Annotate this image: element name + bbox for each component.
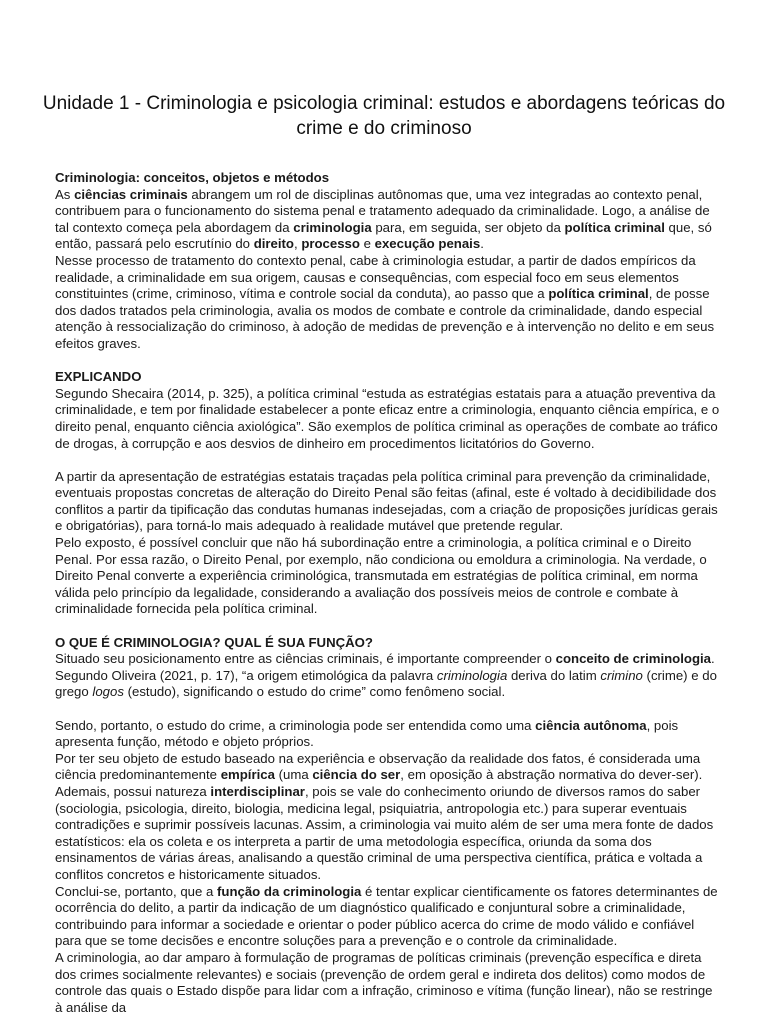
- bold-term: execução penais: [374, 236, 481, 252]
- text-run: , em oposição à abstração normativa do dever-ser). Ademais, possui natureza: [55, 767, 703, 799]
- text-run: , pois se vale do conhecimento oriundo de diversos ramos do saber (sociologia, psicologia, direito, biologia, medicina legal, psiquiatria, antropologia etc.) para superar eventuais contradições e suprimir possíveis lacunas. Assim, a criminologia vai muito além de ser uma mera fonte de dados estatísticos: ela os coleta e os interpreta a partir de uma metodologia específica, oriunda da soma dos ensinamentos de várias áreas, analisando a questão criminal de uma perspectiva científica, prática e voltada a conflitos concretos e historicamente situados.: [55, 783, 714, 882]
- text-run: e: [359, 236, 375, 252]
- paragraph-gap: [55, 618, 723, 635]
- text-run: A partir da apresentação de estratégias estatais traçadas pela política criminal para prevenção da criminalidade, eventuais propostas concretas de alteração do Direito Penal são feitas (afinal, este é voltado à decidibilidade dos conflitos a partir da tipificação das condutas humanas indesejadas, com a criação de proposições jurídicas gerais e obrigatórias), para torná-lo mais adequado à realidade mutável que pretende regular.: [55, 468, 718, 534]
- paragraph: [55, 668, 723, 701]
- text-run: Pelo exposto, é possível concluir que não há subordinação entre a criminologia, a política criminal e o Direito Penal. Por essa razão, o Direito Penal, por exemplo, não condiciona ou emoldura a criminologia. Na verdade, o Direito Penal converte a experiência criminológica, transmutada em estratégias de política criminal, em norma válida pelo princípio da legalidade, considerando a avaliação dos possíveis meios de controle e combate à criminalidade fornecida pela política criminal.: [55, 535, 707, 617]
- bold-term: interdisciplinar: [210, 783, 305, 799]
- section-heading: Criminologia: conceitos, objetos e métodos: [55, 170, 330, 185]
- text-run: Por ter seu objeto de estudo baseado na experiência e observação da realidade dos fatos, é considerada uma ciência predominantemente: [55, 750, 701, 783]
- text-run: Segundo Shecaira (2014, p. 325), a política criminal “estuda as estratégias estatais para a atuação preventiva da criminalidade, e tem por finalidade estabelecer a ponte eficaz entre a criminologia, enquanto ciência empírica, e o direito penal, enquanto ciência axiológica”. São exemplos de política criminal as operações de combate ao tráfico de drogas, à corrupção e aos desvios de dinheiro em procedimentos licitatórios do Governo.: [55, 385, 720, 451]
- text-run: , de posse dos dados tratados pela criminologia, avalia os modos de combate e controle da criminalidade, dando especial atenção à ressocialização do criminoso, à adoção de medidas de prevenção e à intervenção no delito e em seus efeitos graves.: [55, 286, 715, 351]
- bold-term: ciência autônoma: [535, 717, 647, 733]
- bold-term: ciência do ser: [312, 767, 401, 783]
- bold-term: processo: [301, 236, 360, 252]
- bold-term: criminologia: [293, 219, 372, 235]
- text-run: para, em seguida, ser objeto da: [371, 219, 565, 235]
- paragraph: [55, 386, 723, 452]
- section-heading: EXPLICANDO: [55, 369, 142, 385]
- text-run: Situado seu posicionamento entre as ciências criminais, é importante compreender o: [55, 651, 556, 667]
- bold-term: política criminal: [548, 286, 649, 302]
- bold-term: conceito de criminologia: [555, 651, 712, 667]
- text-run: (estudo), significando o estudo do crime” como fenômeno social.: [123, 684, 506, 700]
- text-run: Conclui-se, portanto, que a: [55, 883, 218, 899]
- page-title: [40, 91, 728, 141]
- paragraph: [55, 187, 723, 253]
- text-run: é tentar explicar cientificamente os fatores determinantes de ocorrência do delito, a partir da indicação de um diagnóstico qualificado e conjuntural sobre a criminalidade, contribuindo para informar a sociedade e orientar o poder público acerca do crime de modo válido e confiável para que se tome decisões e encontre soluções para a prevenção e o controle da criminalidade.: [55, 883, 718, 949]
- italic-term: crimino: [600, 667, 643, 683]
- bold-term: empírica: [220, 767, 275, 783]
- bold-term: função da criminologia: [217, 883, 362, 899]
- paragraph-gap: [55, 452, 723, 469]
- bold-term: direito: [253, 236, 294, 252]
- italic-term: logos: [92, 684, 124, 700]
- text-run: , pois apresenta função, método e objeto próprios.: [55, 717, 679, 750]
- text-run: (crime) e do grego: [55, 667, 717, 700]
- paragraph: [55, 535, 723, 618]
- title-line-1: Unidade 1 - Criminologia e psicologia criminal: estudos e abordagens teóricas do: [42, 93, 726, 114]
- text-run: deriva do latim: [507, 667, 601, 683]
- text-run: As: [55, 186, 75, 202]
- section-heading: O QUE É CRIMINOLOGIA? QUAL É SUA FUNÇÃO?: [55, 634, 373, 650]
- text-run: (uma: [274, 767, 313, 783]
- text-run: Segundo Oliveira (2021, p. 17), “a origem etimológica da palavra: [55, 667, 437, 683]
- document-body: [55, 170, 723, 1016]
- title-line-2: crime e do criminoso: [296, 118, 472, 139]
- bold-term: ciências criminais: [74, 186, 188, 202]
- text-run: ,: [293, 236, 302, 252]
- paragraph: [55, 751, 723, 884]
- paragraph: [55, 950, 723, 1016]
- text-run: abrangem um rol de disciplinas autônomas que, uma vez integradas ao contexto penal, contribuem para o funcionamento do sistema penal e tratamento adequado da criminalidade. Logo, a análise de tal contexto começa pela abordagem da: [55, 186, 710, 235]
- paragraph-gap: [55, 701, 723, 718]
- text-run: A criminologia, ao dar amparo à formulação de programas de políticas criminais (prevenção específica e direta dos crimes socialmente relevantes) e sociais (prevenção de ordem geral e indireta dos delitos) como modos de controle das quais o Estado dispõe para lidar com a infração, criminoso e vítima (função linear), não se restringe à análise da: [55, 949, 713, 1015]
- paragraph: [55, 469, 723, 535]
- paragraph: [55, 651, 723, 668]
- paragraph: [55, 253, 723, 353]
- text-run: .: [711, 651, 715, 667]
- paragraph: [55, 718, 723, 751]
- text-run: que, só então, passará pelo escrutínio do: [55, 219, 712, 252]
- bold-term: política criminal: [564, 219, 665, 235]
- italic-term: criminologia: [436, 667, 508, 683]
- text-run: Nesse processo de tratamento do contexto penal, cabe à criminologia estudar, a partir de dados empíricos da realidade, a criminalidade em sua origem, causas e consequências, com especial foco em seus elementos constituintes (crime, criminoso, vítima e controle social da conduta), ao passo que a: [55, 252, 696, 302]
- paragraph-gap: [55, 353, 723, 370]
- text-run: Sendo, portanto, o estudo do crime, a criminologia pode ser entendida como uma: [55, 717, 536, 733]
- paragraph: [55, 884, 723, 950]
- text-run: .: [480, 236, 484, 252]
